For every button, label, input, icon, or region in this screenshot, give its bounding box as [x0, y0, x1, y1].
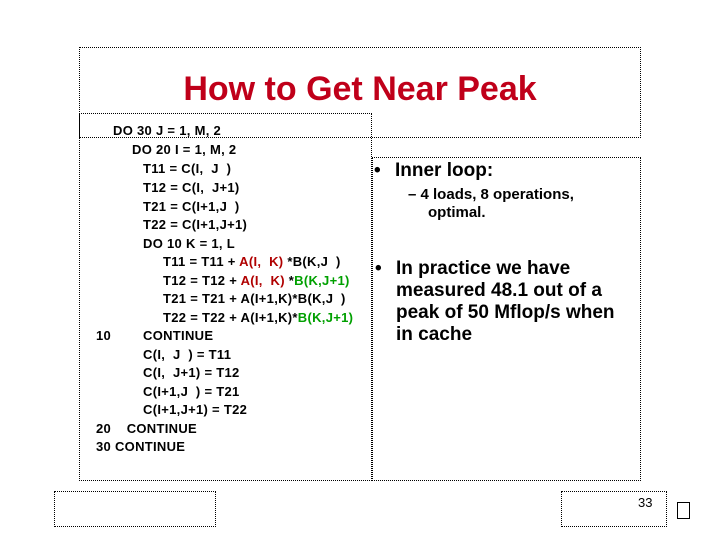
- bullet-text: Inner loop:: [395, 160, 494, 181]
- code-line: [163, 309, 353, 327]
- code-line: 30 CONTINUE: [96, 439, 186, 454]
- page-number: 33: [638, 495, 653, 510]
- code-line: [163, 272, 350, 290]
- code-line: CONTINUE: [143, 328, 214, 343]
- sub-bullet-text: – 4 loads, 8 operations,: [408, 186, 574, 203]
- code-text: *B(K,J ): [283, 254, 341, 269]
- bullet-text: in cache: [396, 324, 473, 345]
- bullet-inner-loop: [374, 160, 494, 182]
- b-reference: B(K,J+1): [297, 310, 354, 325]
- code-line: DO 20 I = 1, M, 2: [132, 142, 237, 157]
- bullet-in-practice: [375, 258, 615, 346]
- code-text: T11 = T11 +: [163, 254, 240, 269]
- code-text: T12 = T12 +: [163, 273, 241, 288]
- bullet-dot: •: [375, 258, 382, 279]
- code-label: 10: [96, 328, 112, 343]
- code-line: DO 30 J = 1, M, 2: [113, 123, 222, 138]
- code-line: T12 = C(I, J+1): [143, 180, 240, 195]
- slide-title: How to Get Near Peak: [183, 70, 537, 108]
- code-line: T11 = C(I, J ): [143, 161, 232, 176]
- a-reference: A(I, K): [239, 254, 284, 269]
- a-reference: A(I, K): [240, 273, 285, 288]
- code-text: T22 = T22 + A(I+1,K)*: [163, 310, 298, 325]
- code-line: C(I+1,J ) = T21: [143, 384, 240, 399]
- placeholder-box-icon: [677, 502, 690, 519]
- bullet-dot: •: [374, 160, 381, 181]
- code-line: [163, 253, 341, 271]
- sub-bullet-loads: [408, 186, 574, 222]
- code-line: T22 = C(I+1,J+1): [143, 217, 248, 232]
- code-line: C(I+1,J+1) = T22: [143, 402, 248, 417]
- code-line: T21 = T21 + A(I+1,K)*B(K,J ): [163, 291, 346, 306]
- sub-bullet-text: optimal.: [428, 204, 486, 221]
- bullet-text: peak of 50 Mflop/s when: [396, 302, 615, 323]
- code-line: 20 CONTINUE: [96, 421, 197, 436]
- bullet-text: measured 48.1 out of a: [396, 280, 602, 301]
- code-line: C(I, J+1) = T12: [143, 365, 240, 380]
- b-reference: B(K,J+1): [294, 273, 350, 288]
- code-line: T21 = C(I+1,J ): [143, 199, 240, 214]
- code-line: DO 10 K = 1, L: [143, 236, 235, 251]
- bullet-text: In practice we have: [396, 258, 571, 279]
- code-text: *: [284, 273, 295, 288]
- footer-left-frame: [54, 491, 216, 527]
- code-line: C(I, J ) = T11: [143, 347, 232, 362]
